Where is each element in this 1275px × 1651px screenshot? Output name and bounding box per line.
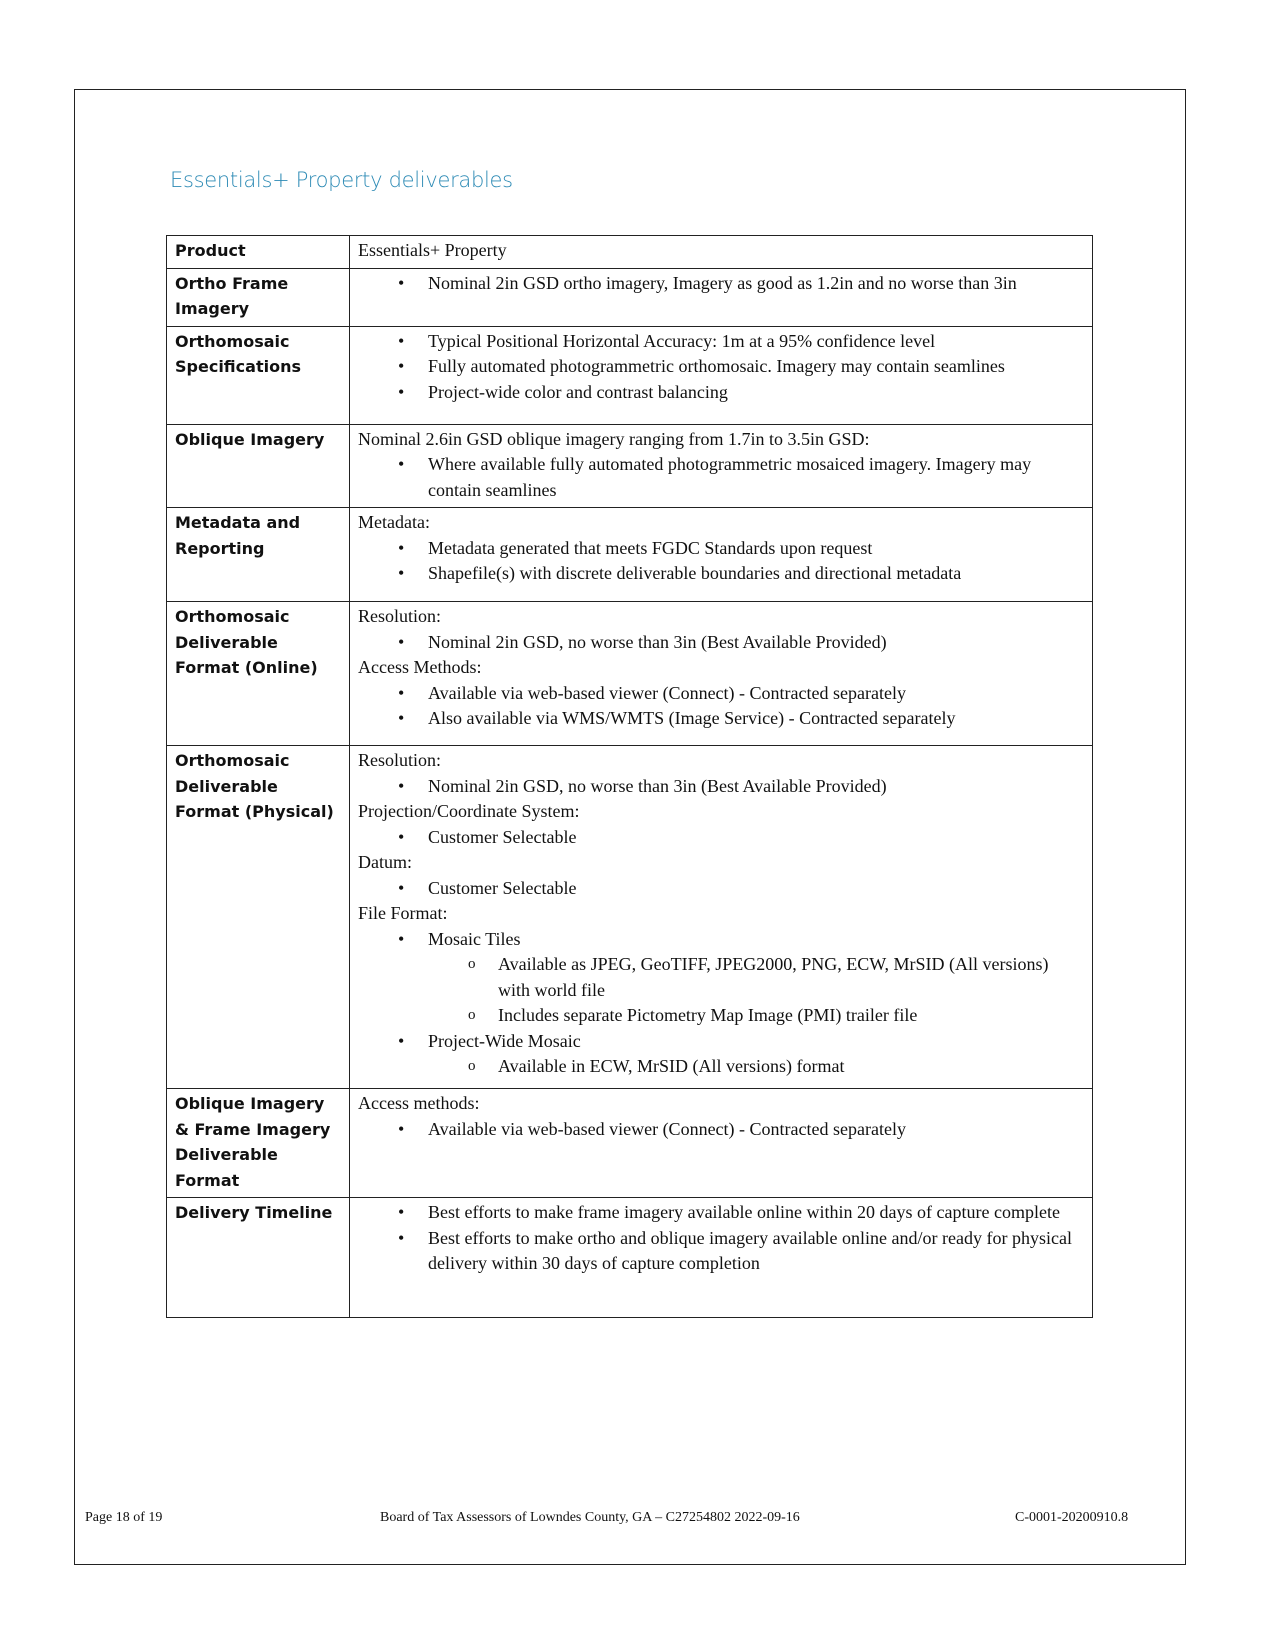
bullet-item: • Also available via WMS/WMTS (Image Service) - Contracted separately	[358, 706, 1084, 732]
table-header-row	[167, 236, 1093, 269]
row-content	[350, 602, 1093, 746]
content-heading: Nominal 2.6in GSD oblique imagery ranging from 1.7in to 3.5in GSD:	[358, 428, 870, 449]
bullet-item: • Fully automated photogrammetric orthomosaic. Imagery may contain seamlines	[358, 354, 1084, 380]
table-row	[167, 424, 1093, 508]
deliverables-table	[166, 235, 1093, 1318]
content-heading: Datum:	[358, 852, 412, 872]
bullet-item: • Available via web-based viewer (Connect) - Contracted separately	[358, 1117, 1084, 1143]
row-content	[350, 1198, 1093, 1318]
table-row	[167, 1089, 1093, 1198]
content-heading: Access methods:	[358, 1093, 480, 1113]
content-heading: Metadata:	[358, 512, 430, 532]
bullet-item: • Nominal 2in GSD ortho imagery, Imagery as good as 1.2in and no worse than 3in	[358, 271, 1084, 297]
row-content	[350, 1089, 1093, 1198]
bullet-item: • Where available fully automated photogrammetric mosaiced imagery. Imagery may contain seamlines	[358, 452, 1084, 503]
bullet-item: • Nominal 2in GSD, no worse than 3in (Best Available Provided)	[358, 774, 1084, 800]
table-row	[167, 508, 1093, 602]
row-content	[350, 424, 1093, 508]
bullet-item: • Mosaic Tiles	[358, 927, 1084, 953]
row-label: Oblique Imagery & Frame Imagery Deliverable Format	[167, 1089, 350, 1198]
row-content	[350, 508, 1093, 602]
table-row	[167, 326, 1093, 424]
bullet-item: • Shapefile(s) with discrete deliverable boundaries and directional metadata	[358, 561, 1084, 587]
table-row	[167, 602, 1093, 746]
bullet-item: • Best efforts to make frame imagery available online within 20 days of capture complete	[358, 1200, 1084, 1226]
row-content	[350, 268, 1093, 326]
row-label: Delivery Timeline	[167, 1198, 350, 1318]
content-heading: File Format:	[358, 903, 448, 923]
row-content	[350, 326, 1093, 424]
footer-doc-id: C-0001-20200910.8	[1015, 1510, 1129, 1525]
content-heading: Access Methods:	[358, 657, 482, 677]
sub-bullet-item: o Available in ECW, MrSID (All versions) format	[358, 1054, 1084, 1080]
header-essentials: Essentials+ Property	[350, 236, 1093, 269]
bullet-item: • Metadata generated that meets FGDC Standards upon request	[358, 536, 1084, 562]
row-content	[350, 746, 1093, 1089]
bullet-item: • Nominal 2in GSD, no worse than 3in (Best Available Provided)	[358, 630, 1084, 656]
row-label: Orthomosaic Specifications	[167, 326, 350, 424]
bullet-item: • Customer Selectable	[358, 876, 1084, 902]
sub-bullet-item: o Available as JPEG, GeoTIFF, JPEG2000, PNG, ECW, MrSID (All versions) with world file	[358, 952, 1084, 1003]
content-heading: Projection/Coordinate System:	[358, 801, 580, 821]
bullet-item: • Best efforts to make ortho and oblique imagery available online and/or ready for physical delivery within 30 days of capture completion	[358, 1226, 1084, 1277]
section-title: Essentials+ Property deliverables	[170, 168, 513, 192]
row-label: Orthomosaic Deliverable Format (Online)	[167, 602, 350, 746]
table-row	[167, 746, 1093, 1089]
bullet-item: • Typical Positional Horizontal Accuracy: 1m at a 95% confidence level	[358, 329, 1084, 355]
footer-center: Board of Tax Assessors of Lowndes County, GA – C27254802 2022-09-16	[380, 1510, 800, 1525]
footer-page-number: Page 18 of 19	[85, 1510, 163, 1525]
header-product: Product	[167, 236, 350, 269]
row-label: Oblique Imagery	[167, 424, 350, 508]
row-label: Metadata and Reporting	[167, 508, 350, 602]
table-row	[167, 1198, 1093, 1318]
bullet-item: • Customer Selectable	[358, 825, 1084, 851]
bullet-item: • Available via web-based viewer (Connect) - Contracted separately	[358, 681, 1084, 707]
row-label: Ortho Frame Imagery	[167, 268, 350, 326]
row-label: Orthomosaic Deliverable Format (Physical)	[167, 746, 350, 1089]
table-row	[167, 268, 1093, 326]
content-heading: Resolution:	[358, 750, 442, 770]
content-heading: Resolution:	[358, 606, 442, 626]
bullet-item: • Project-wide color and contrast balancing	[358, 380, 1084, 406]
sub-bullet-item: o Includes separate Pictometry Map Image (PMI) trailer file	[358, 1003, 1084, 1029]
bullet-item: • Project-Wide Mosaic	[358, 1029, 1084, 1055]
